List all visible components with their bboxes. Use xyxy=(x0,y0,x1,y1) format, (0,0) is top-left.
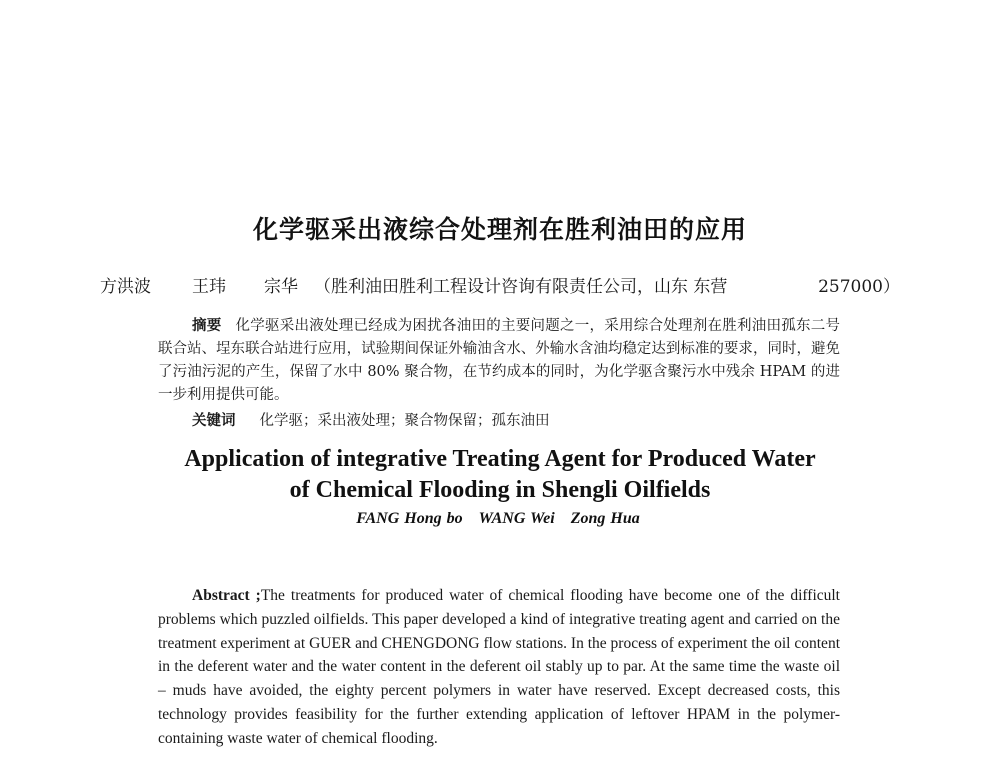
chinese-author-line xyxy=(100,272,900,296)
author-3-en: Zong Hua xyxy=(570,510,640,527)
english-abstract xyxy=(158,584,840,751)
chinese-abstract xyxy=(158,314,840,407)
abstract-label-cn: 摘要 xyxy=(192,317,222,334)
keywords-label-cn: 关键词 xyxy=(192,412,236,429)
postcode: 257000） xyxy=(818,277,900,297)
author-1-cn: 方洪波 xyxy=(100,277,151,297)
english-title-line-2: of Chemical Flooding in Shengli Oilfields xyxy=(289,477,711,503)
chinese-keywords xyxy=(192,409,832,430)
keywords-text-cn: 化学驱；采出液处理；聚合物保留；孤东油田 xyxy=(259,413,550,429)
abstract-text-cn: 化学驱采出液处理已经成为困扰各油田的主要问题之一，采用综合处理剂在胜利油田孤东二号联合站、埕东联合站进行应用，试验期间保证外输油含水、外输水含油均稳定达到标准的要求，同时，避免了污油污泥的产生，保留了水中 80% 聚合物，在节约成本的同时，为化学驱含聚污水中残余 HPAM 的进一步利用提供可能。 xyxy=(158,318,840,403)
english-title xyxy=(0,444,1000,506)
author-1-en: FANG Hong bo xyxy=(356,510,463,527)
affiliation-cn: （胜利油田胜利工程设计咨询有限责任公司，山东 东营 xyxy=(314,277,728,297)
abstract-text-en: The treatments for produced water of chemical flooding have become one of the difficult problems which puzzled oilfields. This paper developed a kind of integrative treating agent and carried on the treatment experiment at GUER and CHENGDONG flow stations. In the process of experiment the oil content in the deferent water and the water content in the deferent oil stably up to par. At the same time the waste oil – muds have avoided, the eighty percent polymers in water have reserved. Except decreased costs, this technology provides feasibility for the further extending application of leftover HPAM in the polymer-containing waste water of chemical flooding. xyxy=(158,587,840,747)
chinese-title: 化学驱采出液综合处理剂在胜利油田的应用 xyxy=(252,215,747,244)
abstract-separator-en: ; xyxy=(249,587,261,604)
author-2-en: WANG Wei xyxy=(478,510,555,527)
english-authors xyxy=(0,510,996,528)
english-title-line-1: Application of integrative Treating Agent for Produced Water xyxy=(184,446,816,472)
author-3-cn: 宗华 xyxy=(264,277,298,297)
author-2-cn: 王玮 xyxy=(192,277,226,297)
abstract-label-en: Abstract xyxy=(192,587,250,604)
